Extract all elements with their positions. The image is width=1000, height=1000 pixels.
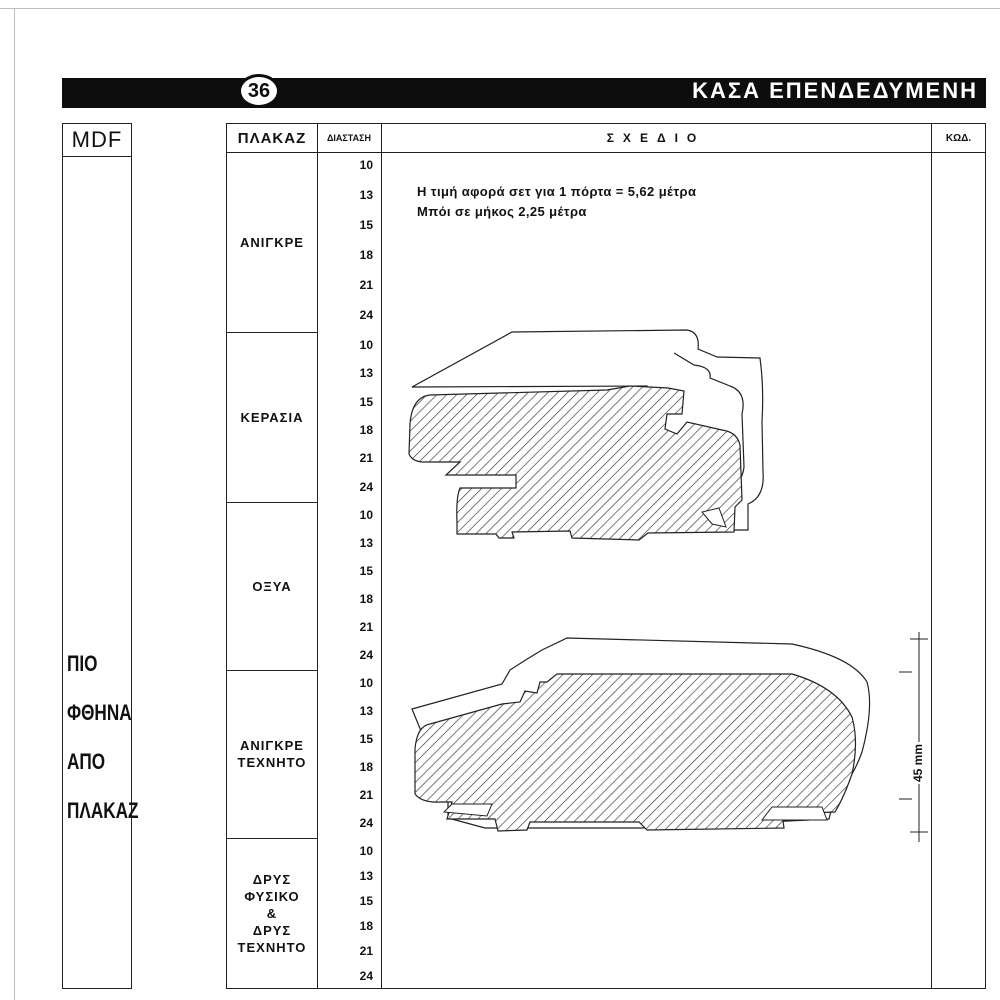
plakaz-name bbox=[227, 332, 317, 502]
plakaz-name-line: ΤΕΧΝΗΤΟ bbox=[237, 755, 307, 770]
plakaz-name-line: ΟΞΥΑ bbox=[252, 578, 292, 594]
plakaz-name-line: ΑΝΙΓΚΡΕ bbox=[240, 234, 304, 250]
plakaz-name-line: ΤΕΧΝΗΤΟ bbox=[237, 939, 307, 955]
sidebar-panel bbox=[62, 157, 139, 989]
plakaz-name bbox=[227, 152, 317, 332]
plakaz-name-line: ΦΥΣΙΚΟ bbox=[244, 888, 300, 904]
sidebar-note bbox=[67, 639, 139, 835]
plakaz-name-line: ΔΡΥΣ bbox=[252, 871, 292, 887]
header-kod: ΚΩΔ. bbox=[945, 132, 972, 144]
dimension-value: 15 bbox=[359, 564, 373, 578]
dimension-value: 21 bbox=[359, 278, 373, 292]
page-title: ΚΑΣΑ ΕΠΕΝΔΕΔΥΜΕΝΗ bbox=[692, 78, 978, 103]
dimension-value: 15 bbox=[359, 732, 373, 746]
dimension-value: 21 bbox=[359, 620, 373, 634]
dimension-value: 13 bbox=[359, 188, 373, 202]
dimension-line bbox=[899, 632, 928, 842]
dimension-value: 24 bbox=[359, 308, 373, 322]
price-table bbox=[226, 123, 986, 989]
header-sxedio: ΣΧΕΔΙΟ bbox=[606, 131, 706, 145]
dimension-value: 24 bbox=[359, 479, 373, 494]
casing-profile-bottom bbox=[412, 638, 870, 831]
dimension-value: 15 bbox=[359, 394, 373, 409]
sidebar-note-line: ΦΘΗΝΑ bbox=[67, 700, 132, 725]
column-divider bbox=[931, 124, 932, 988]
dimension-value: 10 bbox=[359, 338, 373, 352]
dimension-label: 45 mm bbox=[911, 743, 926, 783]
sidebar-note-line: ΠΙΟ bbox=[67, 651, 98, 676]
dimension-value: 18 bbox=[359, 760, 373, 774]
sidebar-note-line: ΠΛΑΚΑΖ bbox=[67, 798, 139, 823]
casing-groove-2 bbox=[762, 807, 827, 820]
dimension-value: 18 bbox=[359, 592, 373, 606]
dimension-value: 18 bbox=[359, 919, 373, 933]
page-number-badge: 36 bbox=[238, 74, 280, 108]
dimension-value: 24 bbox=[359, 648, 373, 662]
dimension-value: 24 bbox=[359, 816, 373, 830]
plakaz-name-line: ΚΕΡΑΣΙΑ bbox=[240, 409, 304, 425]
dimension-value: 15 bbox=[359, 894, 373, 908]
dimension-value: 13 bbox=[359, 536, 373, 550]
plakaz-name bbox=[227, 670, 317, 838]
profile-drawing bbox=[382, 152, 930, 988]
dimension-value: 18 bbox=[359, 248, 373, 262]
dimension-value: 13 bbox=[359, 704, 373, 718]
dimension-value: 10 bbox=[359, 158, 373, 172]
material-label: MDF bbox=[62, 123, 132, 157]
plakaz-name-line: ΑΝΙΓΚΡΕ bbox=[240, 738, 304, 753]
plakaz-name bbox=[227, 838, 317, 988]
dimension-value: 21 bbox=[359, 788, 373, 802]
dimension-value: 21 bbox=[359, 451, 373, 466]
note-line-2: Μπόι σε μήκος 2,25 μέτρα bbox=[417, 204, 587, 219]
dimension-value: 10 bbox=[359, 676, 373, 690]
note-line-1: Η τιμή αφορά σετ για 1 πόρτα = 5,62 μέτρα bbox=[417, 184, 697, 199]
dimension-value: 13 bbox=[359, 366, 373, 381]
dimension-value: 15 bbox=[359, 218, 373, 232]
plakaz-name-line: & bbox=[266, 905, 278, 921]
dimension-value: 13 bbox=[359, 869, 373, 883]
dimension-value: 18 bbox=[359, 423, 373, 437]
header-plakaz: ΠΛΑΚΑΖ bbox=[237, 129, 307, 147]
dimension-value: 24 bbox=[359, 969, 373, 983]
dimension-value: 10 bbox=[359, 844, 373, 858]
page-left-border bbox=[14, 8, 15, 1000]
dimension-value: 10 bbox=[359, 508, 373, 522]
page-top-border bbox=[0, 8, 1000, 9]
plakaz-name-line: ΔΡΥΣ bbox=[252, 922, 292, 938]
plakaz-name bbox=[227, 502, 317, 670]
header-diastasi: ΔΙΑΣΤΑΣΗ bbox=[326, 133, 372, 143]
casing-profile-top bbox=[409, 330, 763, 540]
dimension-value: 21 bbox=[359, 944, 373, 958]
sidebar-note-line: ΑΠΟ bbox=[67, 749, 106, 774]
